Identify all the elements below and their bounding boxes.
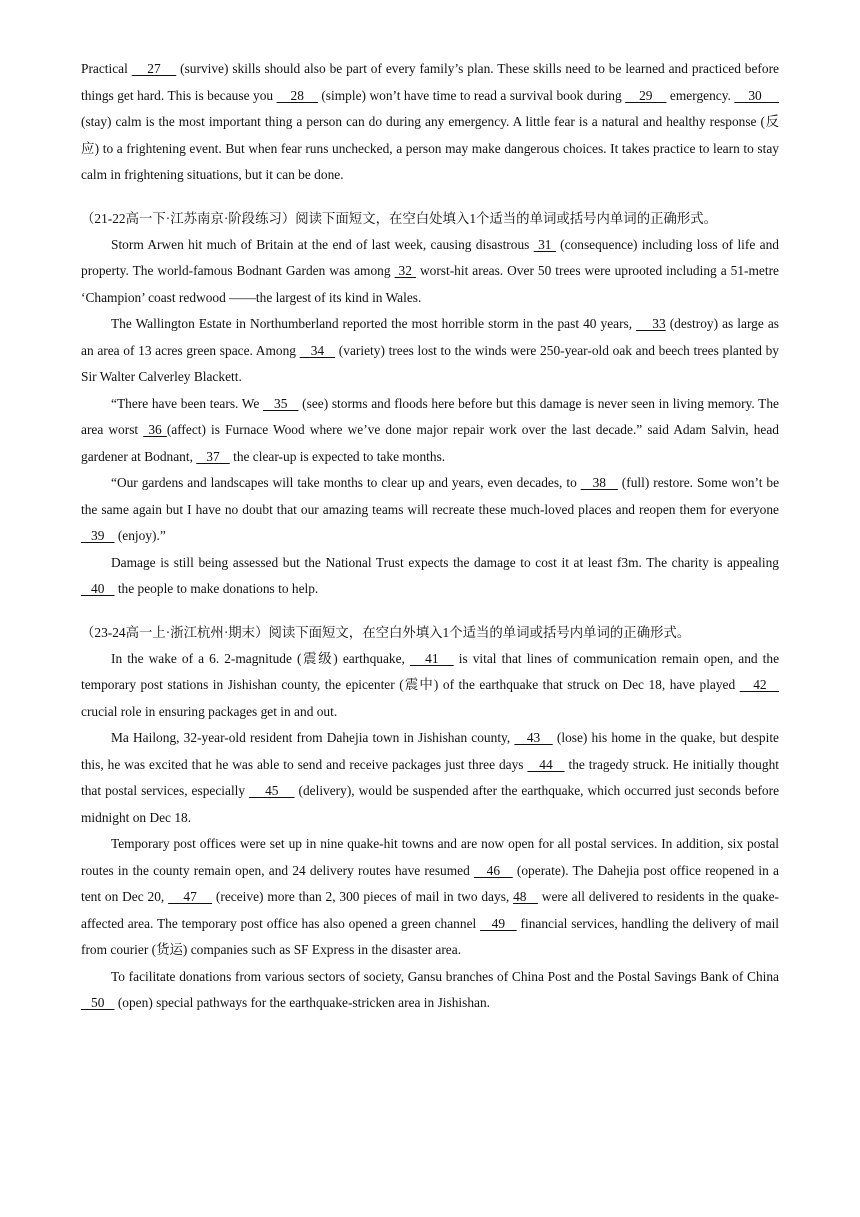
- paragraph-storm-4: “Our gardens and landscapes will take months to clear up and years, even decades, to 38 (full) restore. Some won’t be the same again but I have no doubt that our amazing teams will recreate these much-loved places and reopen them for everyone 39 (enjoy).”: [81, 475, 780, 543]
- paragraph-quake-4: To facilitate donations from various sectors of society, Gansu branches of China Post and the Postal Savings Bank of China 50 (open) special pathways for the earthquake-stricken area in Jishishan.: [81, 968, 779, 1010]
- blank-46[interactable]: 46: [474, 862, 513, 878]
- paragraph-quake-3: Temporary post offices were set up in nine quake-hit towns and are now open for all postal services. In addition, six postal routes in the county remain open, and 24 delivery routes have resumed 46 (operate). The Dahejia post office reopened in a tent on Dec 20, 47 (receive) more than 2, 300 pieces of mail in two days, 48 were all delivered to residents in the quake-affected area. The temporary post office has also opened a green channel 49 financial services, handling the delivery of mail from courier (货运) companies such as SF Express in the disaster area.: [81, 836, 780, 957]
- blank-40[interactable]: 40: [81, 581, 115, 596]
- blank-45[interactable]: 45: [249, 783, 295, 798]
- blank-43[interactable]: 43: [514, 730, 553, 745]
- section-heading-earthquake: （23-24高一上·浙江杭州·期末）阅读下面短文，在空白外填入1个适当的单词或括号内单词的正确形式。: [81, 624, 691, 640]
- paragraph-storm-5: Damage is still being assessed but the National Trust expects the damage to cost it at least f3m. The charity is appealing 40 the people to make donations to help.: [81, 554, 779, 596]
- blank-47[interactable]: 47: [168, 889, 213, 904]
- blank-39[interactable]: 39: [81, 528, 115, 543]
- blank-35[interactable]: 35: [263, 395, 299, 411]
- blank-41[interactable]: 41: [409, 650, 454, 666]
- document-page: [81, 56, 779, 1017]
- paragraph-storm-2: The Wallington Estate in Northumberland reported the most horrible storm in the past 40 years, 33 (destroy) as large as an area of 13 acres green space. Among 34 (variety) trees lost to the winds were 250-year-old oak and beech trees planted by Sir Walter Calverley Blackett.: [81, 316, 779, 384]
- blank-44[interactable]: 44: [527, 756, 565, 772]
- blank-29[interactable]: 29: [625, 87, 667, 103]
- section-heading-storm-arwen: （21-22高一下·江苏南京·阶段练习）阅读下面短文，在空白处填入1个适当的单词或括号内单词的正确形式。: [81, 210, 718, 226]
- blank-42[interactable]: 42: [739, 677, 779, 692]
- blank-49[interactable]: 49: [480, 915, 517, 931]
- blank-36[interactable]: 36: [143, 422, 167, 437]
- blank-31[interactable]: 31: [533, 236, 556, 252]
- paragraph-survival-skills: Practical 27 (survive) skills should also be part of every family’s plan. These skills need to be learned and practiced before things get hard. This is because you 28 (simple) won’t have time to read a survival book during 29 emergency. 30 (stay) calm is the most important thing a person can do during any emergency. A little fear is a natural and healthy response (反应) to a frightening event. But when fear runs unchecked, a person may make dangerous choices. It takes practice to learn to stay calm in frightening situations, but it can be done.: [81, 61, 780, 182]
- paragraph-storm-1: Storm Arwen hit much of Britain at the end of last week, causing disastrous 31 (consequence) including loss of life and property. The world-famous Bodnant Garden was among 32 worst-hit areas. Over 50 trees were uprooted including a 51-metre ‘Champion’ coast redwood ——the largest of its kind in Wales.: [81, 236, 780, 305]
- blank-27[interactable]: 27: [131, 61, 177, 76]
- blank-38[interactable]: 38: [580, 475, 618, 490]
- blank-28[interactable]: 28: [276, 87, 318, 103]
- blank-32[interactable]: 32: [394, 263, 416, 278]
- blank-48[interactable]: 48: [513, 889, 538, 904]
- blank-37[interactable]: 37: [196, 448, 230, 464]
- blank-34[interactable]: 34: [299, 342, 336, 358]
- paragraph-quake-1: In the wake of a 6. 2-magnitude (震级) earthquake, 41 is vital that lines of communication remain open, and the temporary post stations in Jishishan county, the epicenter (震中) of the earthquake that struck on Dec 18, have played 42 crucial role in ensuring packages get in and out.: [81, 650, 780, 719]
- paragraph-quake-2: Ma Hailong, 32-year-old resident from Dahejia town in Jishishan county, 43 (lose) his home in the quake, but despite this, he was excited that he was able to send and receive packages just three days 44 the tragedy struck. He initially thought that postal services, especially 45 (delivery), would be suspended after the earthquake, which occurred just seconds before midnight on Dec 18.: [81, 730, 780, 825]
- blank-30[interactable]: 30: [734, 87, 780, 103]
- blank-33[interactable]: 33: [636, 316, 666, 331]
- paragraph-storm-3: “There have been tears. We 35 (see) storms and floods here before but this damage is never seen in living memory. The area worst 36 (affect) is Furnace Wood where we’ve done major repair work over the last decade.” said Adam Salvin, head gardener at Bodnant, 37 the clear-up is expected to take months.: [81, 395, 779, 464]
- blank-50[interactable]: 50: [81, 995, 115, 1010]
